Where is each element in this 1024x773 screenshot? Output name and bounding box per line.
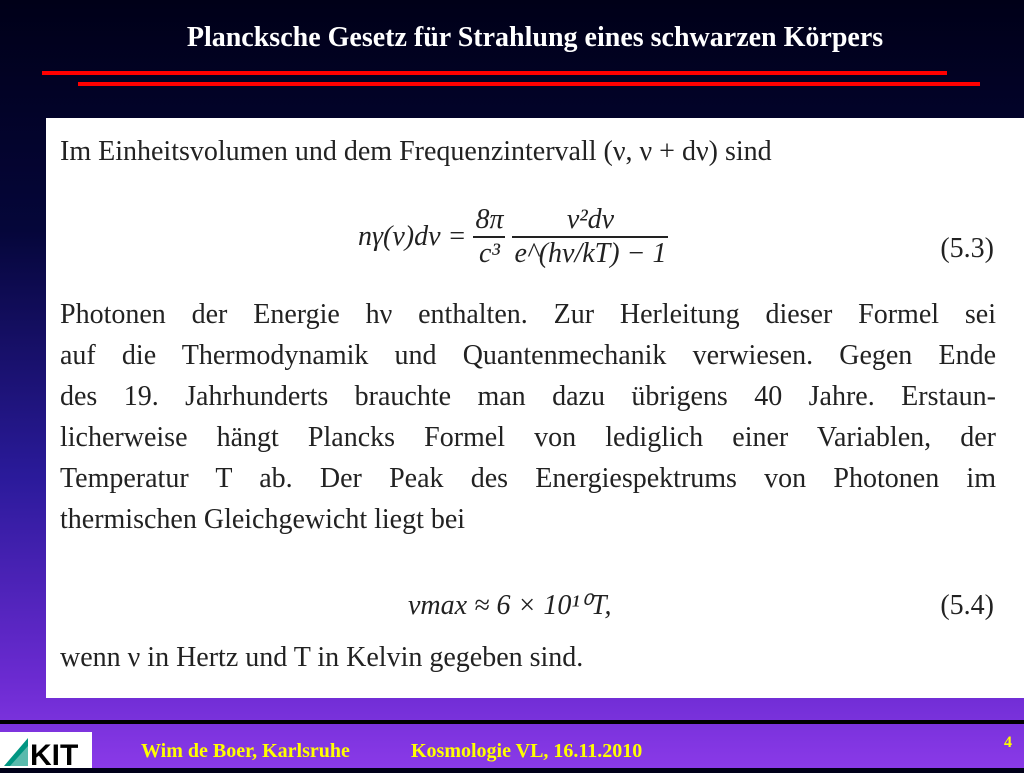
footer-author: Wim de Boer, Karlsruhe — [141, 740, 350, 762]
slide-title: Plancksche Gesetz für Strahlung eines schwarzen Körpers — [186, 22, 884, 53]
fraction-planck-numerator: ν²dν — [512, 204, 668, 238]
fraction-constant-denominator: c³ — [479, 238, 500, 269]
paragraph-line-4: licherweise hängt Plancks Formel von lediglich einer Variablen, der — [60, 422, 996, 453]
page-number: 4 — [1004, 734, 1012, 751]
title-underline-top — [42, 71, 947, 75]
equation-5-4: νmax ≈ 6 × 10¹⁰T, — [408, 590, 612, 621]
intro-line: Im Einheitsvolumen und dem Frequenzintervall (ν, ν + dν) sind — [60, 136, 772, 167]
logo-text: KIT — [30, 739, 79, 768]
paragraph-line-6: thermischen Gleichgewicht liegt bei — [60, 504, 466, 535]
equation-number-5-4: (5.4) — [940, 590, 994, 621]
closing-line: wenn ν in Hertz und T in Kelvin gegeben sind. — [60, 642, 584, 673]
kit-logo-icon — [0, 732, 92, 768]
equation-lhs: nγ(ν)dν = — [358, 221, 467, 252]
kit-logo — [0, 732, 92, 768]
footer-course: Kosmologie VL, 16.11.2010 — [411, 740, 643, 762]
fraction-planck-denominator: e^(hν/kT) − 1 — [514, 238, 667, 269]
footer-divider — [0, 720, 1024, 724]
content-panel — [46, 118, 1024, 698]
fraction-constant-numerator: 8π — [473, 204, 505, 238]
fraction-planck — [512, 204, 668, 270]
paragraph-line-2: auf die Thermodynamik und Quantenmechanik verwiesen. Gegen Ende — [60, 340, 996, 371]
equation-5-3 — [358, 204, 668, 270]
fraction-constant — [473, 204, 505, 270]
paragraph-line-3: des 19. Jahrhunderts brauchte man dazu übrigens 40 Jahre. Erstaun- — [60, 381, 996, 412]
paragraph-line-1: Photonen der Energie hν enthalten. Zur Herleitung dieser Formel sei — [60, 299, 996, 330]
equation-number-5-3: (5.3) — [940, 233, 994, 264]
title-underline-bottom — [78, 82, 980, 86]
paragraph-line-5: Temperatur T ab. Der Peak des Energiespektrums von Photonen im — [60, 463, 996, 494]
